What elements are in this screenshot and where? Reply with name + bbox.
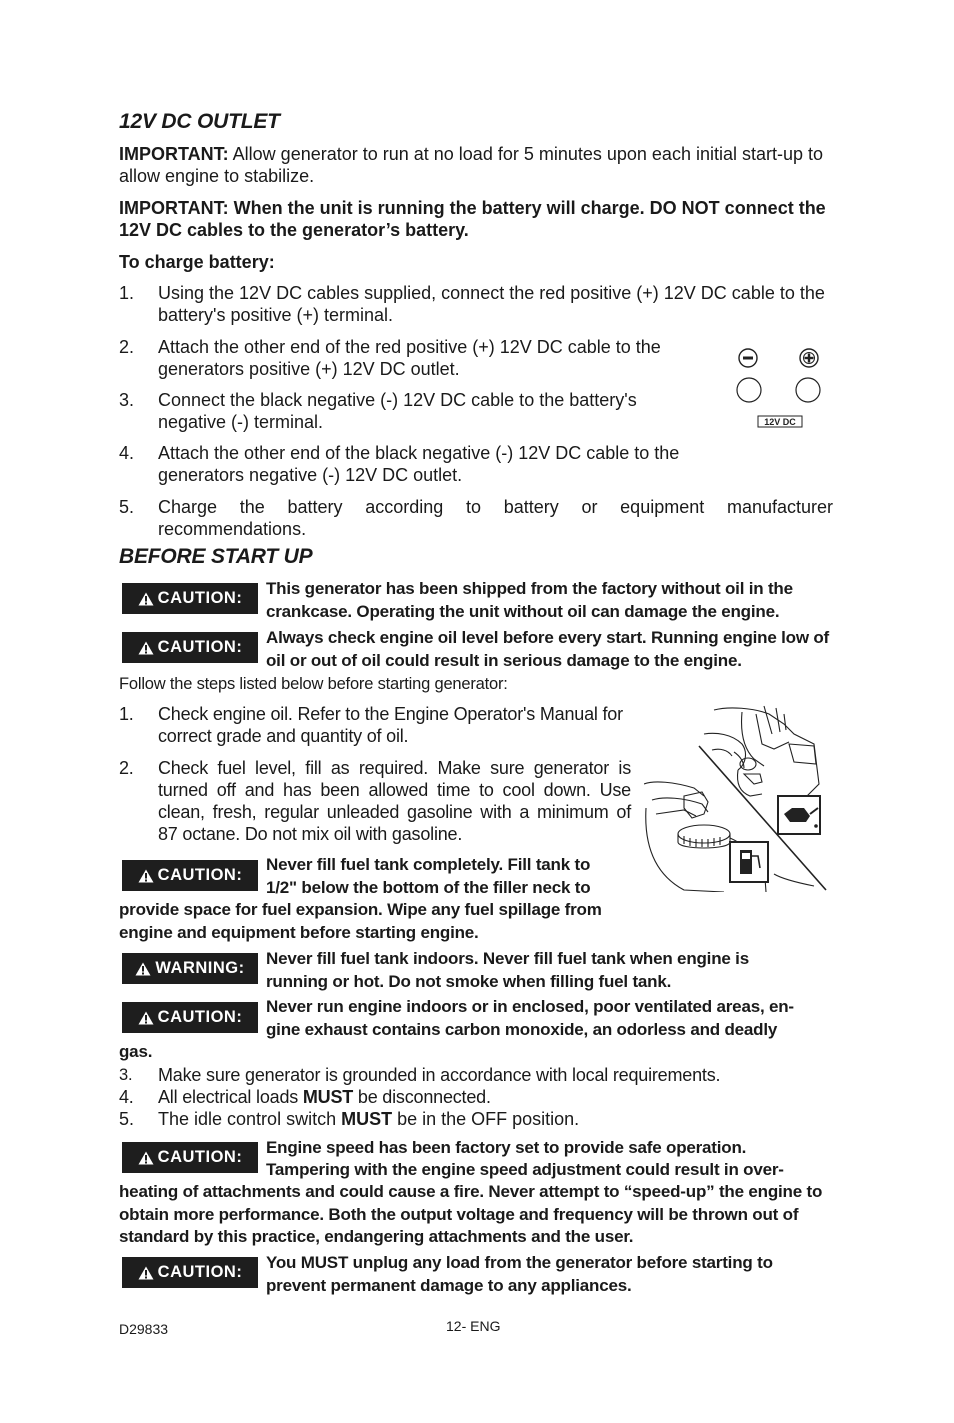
step-number: 4. — [119, 1087, 134, 1107]
section-title-before-start: BEFORE START UP — [119, 545, 313, 568]
step-text-line1: Charge the battery according to battery or equipment manufacturer — [158, 497, 833, 517]
caution-exhaust-line2: gine exhaust contains carbon monoxide, an odorless and deadly — [266, 1020, 778, 1039]
charge-step-3 — [119, 389, 704, 433]
step-text: Make sure generator is grounded in accordance with local requirements. — [158, 1065, 721, 1085]
plus-terminal-icon — [800, 349, 818, 367]
step-text: Connect the black negative (-) 12V DC cable to the battery's negative (-) terminal. — [158, 390, 637, 432]
important-text: Allow generator to run at no load for 5 minutes upon each initial start-up to allow engine to stabilize. — [119, 144, 824, 186]
step-text-line2: recommendations. — [158, 519, 307, 539]
step-text: Attach the other end of the red positive (+) 12V DC cable to the generators positive (+) 12V DC outlet. — [158, 337, 661, 379]
outlet-label: 12V DC — [764, 417, 796, 427]
step-text: All electrical loads MUST be disconnected. — [158, 1087, 491, 1107]
caution-fill-line1: Never fill fuel tank completely. Fill tank to — [266, 855, 591, 874]
fuel-pump-icon — [730, 842, 768, 882]
warning-badge: WARNING: — [122, 953, 258, 984]
step-number: 2. — [119, 337, 135, 357]
step-text: Attach the other end of the black negative (-) 12V DC cable to the generators negative (-) 12V DC outlet. — [158, 443, 680, 485]
section-title-dc-outlet: 12V DC OUTLET — [119, 110, 280, 133]
caution-fill-rest: provide space for fuel expansion. Wipe any fuel spillage from engine and equipment before starting engine. — [119, 900, 602, 942]
caution-badge: CAUTION: — [122, 860, 258, 891]
step-number: 1. — [119, 704, 134, 724]
caution-check-oil: Always check engine oil level before every start. Running engine low of oil or out of oil could result in serious damage to the engine. — [266, 628, 830, 670]
step-number: 1. — [119, 283, 135, 303]
caution-badge: CAUTION: — [122, 583, 258, 614]
charge-step-1 — [119, 282, 834, 326]
caution-badge: CAUTION: — [122, 632, 258, 663]
start-step-2 — [119, 757, 634, 845]
step-text: Check fuel level, fill as required. Make sure generator is turned off and has been allowed time to cool down. Use clean, fresh, regular unleaded gasoline with a minimum of 87 octane. Do not mix oil with gasoline. — [158, 758, 631, 844]
warning-triangle-icon — [138, 641, 154, 655]
start-step-1 — [119, 703, 634, 747]
charge-step-5 — [119, 496, 834, 540]
step-text: Using the 12V DC cables supplied, connect the red positive (+) 12V DC cable to the battery's positive (+) terminal. — [158, 283, 825, 325]
caution-badge: CAUTION: — [122, 1257, 258, 1288]
step-number: 4. — [119, 443, 135, 463]
follow-steps-text: Follow the steps listed below before starting generator: — [119, 675, 508, 693]
charge-step-2 — [119, 336, 704, 380]
step-number: 3. — [119, 1066, 133, 1084]
caution-badge: CAUTION: — [122, 1142, 258, 1173]
oil-can-icon — [778, 796, 820, 834]
warning-indoors: Never fill fuel tank indoors. Never fill fuel tank when engine is running or hot. Do not smoke when filling fuel tank. — [266, 949, 749, 991]
caution-speed-rest: heating of attachments and could cause a fire. Never attempt to “speed-up” the engine to obtain more performance. Both the output voltage and frequency will be thrown out of standard by this practice, endangering attachments and the user. — [119, 1182, 823, 1246]
start-step-5 — [119, 1108, 834, 1130]
step-number: 3. — [119, 390, 135, 410]
step-text: The idle control switch MUST be in the OFF position. — [158, 1109, 580, 1129]
warning-triangle-icon — [138, 1151, 154, 1165]
caution-no-oil: This generator has been shipped from the factory without oil in the crankcase. Operating the unit without oil can damage the engine. — [266, 579, 793, 621]
step-number: 5. — [119, 497, 135, 517]
negative-socket-icon — [737, 378, 761, 402]
fuel-oil-illustration — [644, 704, 828, 892]
charge-step-4 — [119, 442, 704, 486]
caution-exhaust-line3: gas. — [119, 1042, 153, 1061]
important-note-1 — [119, 143, 834, 187]
step-number: 5. — [119, 1109, 135, 1129]
dc-outlet-diagram — [730, 342, 830, 432]
start-step-3 — [119, 1064, 834, 1086]
important-label: IMPORTANT: — [119, 144, 229, 164]
doc-number: D29833 — [119, 1321, 169, 1337]
warning-triangle-icon — [138, 1011, 154, 1025]
warning-triangle-icon — [138, 869, 154, 883]
step-number: 2. — [119, 758, 134, 778]
caution-badge: CAUTION: — [122, 1002, 258, 1033]
caution-fill-line2: 1/2" below the bottom of the filler neck to — [266, 878, 591, 897]
positive-socket-icon — [796, 378, 820, 402]
caution-unplug: You MUST unplug any load from the generator before starting to prevent permanent damage to any appliances. — [266, 1253, 773, 1295]
caution-speed-line1: Engine speed has been factory set to provide safe operation. — [266, 1138, 747, 1157]
page-number: 12- ENG — [446, 1318, 501, 1334]
caution-exhaust-line1: Never run engine indoors or in enclosed, poor ventilated areas, en- — [266, 997, 794, 1016]
start-step-4 — [119, 1086, 834, 1108]
charge-battery-heading: To charge battery: — [119, 252, 275, 272]
important-note-2: IMPORTANT: When the unit is running the battery will charge. DO NOT connect the 12V DC cables to the generator’s battery. — [119, 198, 826, 240]
warning-triangle-icon — [138, 1266, 154, 1280]
caution-speed-line2: Tampering with the engine speed adjustment could result in over- — [266, 1160, 784, 1179]
step-text: Check engine oil. Refer to the Engine Operator's Manual for correct grade and quantity of oil. — [158, 704, 623, 746]
minus-terminal-icon — [739, 349, 757, 367]
warning-triangle-icon — [135, 962, 151, 976]
warning-triangle-icon — [138, 592, 154, 606]
